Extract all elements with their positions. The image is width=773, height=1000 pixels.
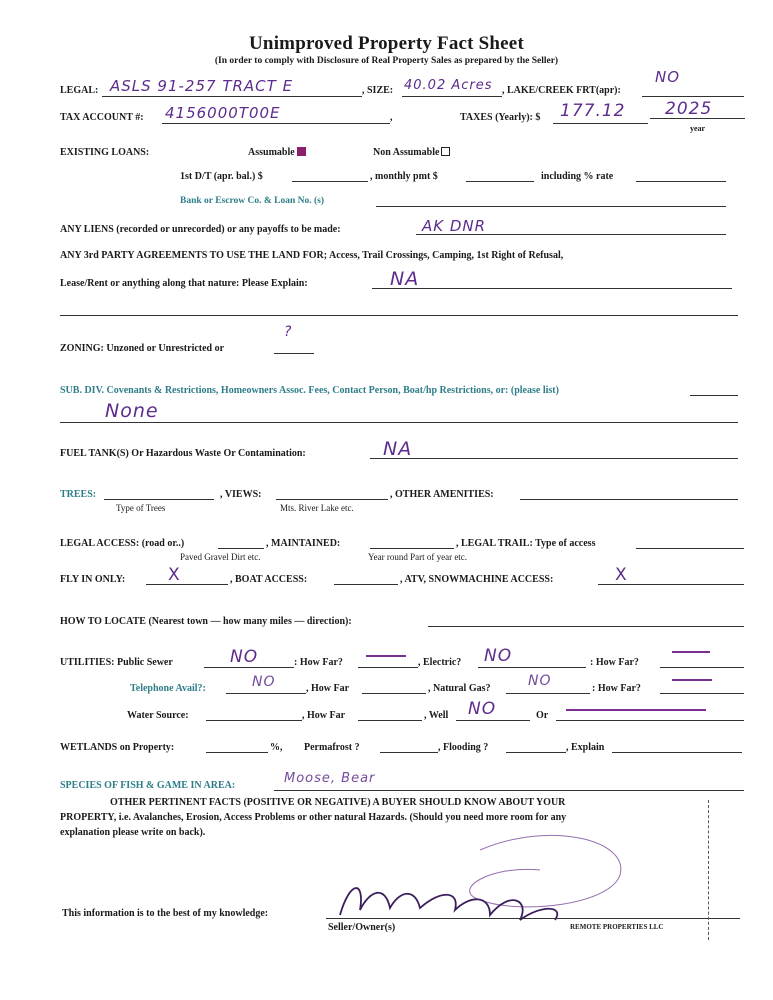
maintained-label: , MAINTAINED: <box>266 538 341 549</box>
year-caption: year <box>690 124 706 133</box>
page-subtitle: (In order to comply with Disclosure of Real Property Sales as prepared by the Seller) <box>214 56 559 66</box>
legal-trail-line <box>636 548 744 549</box>
telephone-line <box>226 693 306 694</box>
assumable-label: Assumable <box>248 147 295 158</box>
species-value: Moose, Bear <box>284 771 376 786</box>
subdiv-value: None <box>105 400 159 422</box>
legal-trail-label: , LEGAL TRAIL: Type of access <box>456 538 596 549</box>
wetlands-line <box>206 752 268 753</box>
subdiv-line-end <box>690 395 738 396</box>
other-facts-line-3: explanation please write on back). <box>60 827 206 838</box>
fly-in-label: FLY IN ONLY: <box>60 574 126 585</box>
non-assumable-checkbox[interactable] <box>441 147 450 156</box>
rate-label: including % rate <box>541 171 614 182</box>
signature-scribble <box>330 820 650 930</box>
subdiv-label <box>60 385 559 396</box>
tax-account-line <box>162 123 390 124</box>
fuel-value: NA <box>383 438 413 460</box>
year-value: 2025 <box>665 99 713 119</box>
other-facts-line-2: PROPERTY, i.e. Avalanches, Erosion, Access Problems or other natural Hazards. (Should you need more room for any <box>60 812 567 823</box>
tax-account-comma: , <box>390 112 393 123</box>
assumable-checkbox[interactable] <box>297 147 306 156</box>
views-label: , VIEWS: <box>220 489 262 500</box>
maintained-line <box>370 548 454 549</box>
species-line <box>274 790 744 791</box>
legal-access-line <box>218 548 264 549</box>
monthly-pmt-line <box>466 181 534 182</box>
signature-line <box>326 918 740 919</box>
assumable-option[interactable] <box>248 147 306 158</box>
fly-in-value: X <box>168 565 181 585</box>
signature-statement: This information is to the best of my knowledge: <box>62 908 269 919</box>
natural-gas-value: NO <box>528 673 552 689</box>
explain-line <box>612 752 742 753</box>
amenities-line <box>520 499 738 500</box>
subdiv-label-text: SUB. DIV. Covenants & Restrictions, Homeowners Assoc. Fees, Contact Person, Boat/hp Restrictions, or: (please list) <box>60 385 559 396</box>
well-value: NO <box>468 699 497 719</box>
page-title: Unimproved Property Fact Sheet <box>249 33 524 54</box>
sewer-how-far-dash <box>366 655 406 657</box>
margin-dashed-line <box>708 800 709 940</box>
zoning-label: ZONING: Unzoned or Unrestricted or <box>60 343 225 354</box>
sewer-how-far-line <box>358 667 418 668</box>
amenities-label: , OTHER AMENITIES: <box>390 489 494 500</box>
liens-value: AK DNR <box>422 217 487 235</box>
zoning-line <box>274 353 314 354</box>
well-label: , Well <box>424 710 449 721</box>
locate-label: HOW TO LOCATE (Nearest town — how many miles — direction): <box>60 616 352 627</box>
agreements-line <box>372 288 732 289</box>
lake-creek-label: , LAKE/CREEK FRT(apr): <box>502 85 621 96</box>
water-or-label: Or <box>536 710 549 721</box>
trees-line <box>104 499 214 500</box>
fuel-label: FUEL TANK(S) Or Hazardous Waste Or Contamination: <box>60 448 306 459</box>
natural-gas-line <box>506 693 590 694</box>
telephone-how-far-line <box>362 693 426 694</box>
dt-balance-label: 1st D/T (apr. bal.) $ <box>180 171 263 182</box>
water-or-dash <box>566 709 706 711</box>
electric-how-far-dash <box>672 651 710 653</box>
views-caption: Mts. River Lake etc. <box>280 503 354 513</box>
legal-access-label: LEGAL ACCESS: (road or..) <box>60 538 185 549</box>
water-how-far-label: , How Far <box>302 710 346 721</box>
existing-loans-label: EXISTING LOANS: <box>60 147 150 158</box>
sewer-line <box>204 667 294 668</box>
atv-access-value: X <box>615 565 628 585</box>
electric-line <box>478 667 586 668</box>
natural-gas-label: , Natural Gas? <box>428 683 491 694</box>
dt-balance-line <box>292 181 368 182</box>
tax-account-value: 4156000T00E <box>165 104 281 122</box>
rate-line <box>636 181 726 182</box>
water-source-label: Water Source: <box>127 710 189 721</box>
boat-access-line <box>334 584 398 585</box>
water-source-line <box>206 720 302 721</box>
boat-access-label: , BOAT ACCESS: <box>230 574 308 585</box>
other-facts-line-1: OTHER PERTINENT FACTS (POSITIVE OR NEGATIVE) A BUYER SHOULD KNOW ABOUT YOUR <box>110 797 566 808</box>
trees-label: TREES: <box>60 489 97 500</box>
maintained-caption: Year round Part of year etc. <box>368 552 468 562</box>
telephone-value: NO <box>252 674 276 690</box>
taxes-line <box>553 123 648 124</box>
permafrost-line <box>380 752 438 753</box>
legal-label: LEGAL: <box>60 85 99 96</box>
legal-line <box>102 96 362 97</box>
water-how-far-line <box>358 720 422 721</box>
non-assumable-option[interactable] <box>373 147 450 158</box>
gas-how-far-dash <box>672 679 712 681</box>
water-or-line <box>556 720 744 721</box>
trees-caption: Type of Trees <box>116 503 166 513</box>
lake-creek-line <box>642 96 744 97</box>
subdiv-line <box>60 422 738 423</box>
seller-owner-label: Seller/Owner(s) <box>328 922 396 933</box>
legal-value: ASLS 91-257 TRACT E <box>110 77 294 95</box>
fly-in-line <box>146 584 228 585</box>
taxes-label: TAXES (Yearly): $ <box>460 112 541 123</box>
locate-line <box>428 626 744 627</box>
size-label: , SIZE: <box>362 85 394 96</box>
sewer-value: NO <box>230 647 259 667</box>
permafrost-label: Permafrost ? <box>304 742 360 753</box>
gas-how-far-line <box>660 693 744 694</box>
well-line <box>456 720 530 721</box>
gas-how-far-label: : How Far? <box>592 683 641 694</box>
non-assumable-label: Non Assumable <box>373 147 440 158</box>
agreements-label: ANY 3rd PARTY AGREEMENTS TO USE THE LAND FOR; Access, Trail Crossings, Camping, 1st Right of Refusal, <box>60 250 564 261</box>
electric-how-far-line <box>660 667 744 668</box>
legal-access-caption: Paved Gravel Dirt etc. <box>180 552 261 562</box>
agreements-line-2 <box>60 315 738 316</box>
liens-label: ANY LIENS (recorded or unrecorded) or any payoffs to be made: <box>60 224 341 235</box>
electric-how-far-label: : How Far? <box>590 657 639 668</box>
monthly-pmt-label: , monthly pmt $ <box>370 171 438 182</box>
company-name: REMOTE PROPERTIES LLC <box>570 923 664 931</box>
views-line <box>276 499 388 500</box>
sewer-how-far-label: : How Far? <box>294 657 343 668</box>
explain-label: , Explain <box>566 742 605 753</box>
telephone-how-far-label: , How Far <box>306 683 350 694</box>
taxes-value: 177.12 <box>560 101 626 121</box>
tax-account-label: TAX ACCOUNT #: <box>60 112 144 123</box>
zoning-value: ? <box>284 324 293 340</box>
fuel-line <box>370 458 738 459</box>
electric-label: , Electric? <box>418 657 462 668</box>
atv-access-label: , ATV, SNOWMACHINE ACCESS: <box>400 574 554 585</box>
wetlands-percent: %, <box>270 742 283 753</box>
agreements-explain-label: Lease/Rent or anything along that nature: Please Explain: <box>60 278 308 289</box>
species-label: SPECIES OF FISH & GAME IN AREA: <box>60 780 236 791</box>
telephone-label: Telephone Avail?: <box>130 683 206 694</box>
wetlands-label: WETLANDS on Property: <box>60 742 175 753</box>
flooding-label: , Flooding ? <box>438 742 489 753</box>
size-line <box>402 96 502 97</box>
flooding-line <box>506 752 566 753</box>
lake-creek-value: NO <box>655 68 681 86</box>
utilities-label: UTILITIES: Public Sewer <box>60 657 173 668</box>
bank-escrow-label: Bank or Escrow Co. & Loan No. (s) <box>180 196 325 206</box>
bank-escrow-line <box>376 206 726 207</box>
size-value: 40.02 Acres <box>404 78 493 93</box>
agreements-value: NA <box>390 268 420 290</box>
electric-value: NO <box>484 646 513 666</box>
